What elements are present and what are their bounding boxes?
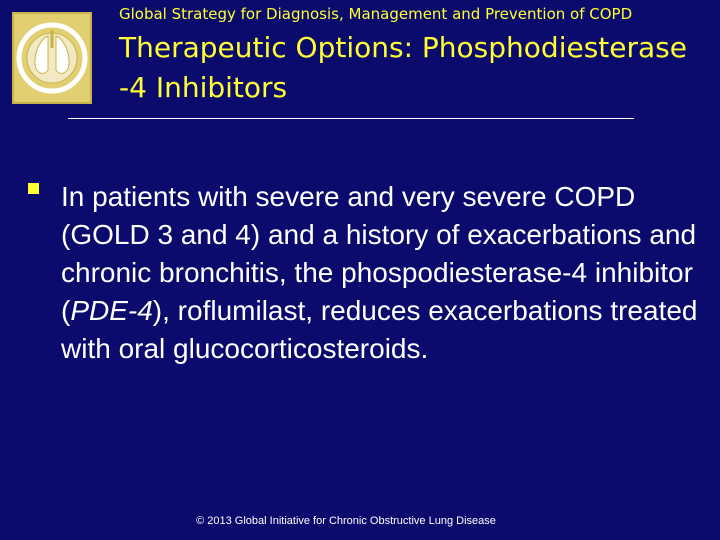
footer [0,515,720,527]
slide-title [119,28,715,108]
slide-title-line-1: Therapeutic Options: Phosphodiesterase [119,31,687,64]
bullet-text-part-2: ), roflumilast, reduces exacerbations treated with oral glucocorticosteroids. [61,295,698,364]
bullet-text [61,178,701,368]
bullet-text-em: PDE-4 [70,295,153,326]
title-divider [68,118,634,119]
org-title: Global Strategy for Diagnosis, Management and Prevention of COPD [119,5,633,23]
slide-title-line-2: -4 Inhibitors [119,71,288,104]
bullet-text-part-1: In patients with severe and very severe COPD (GOLD 3 and 4) and a history of exacerbations and chronic bronchitis, the phospodiesterase-4 inhibitor ( [61,181,697,326]
gold-logo [12,12,92,104]
copyright-text: © 2013 Global Initiative for Chronic Obstructive Lung Disease [196,515,496,527]
lungs-logo-icon [14,14,90,102]
bullet-square-icon [28,183,39,194]
